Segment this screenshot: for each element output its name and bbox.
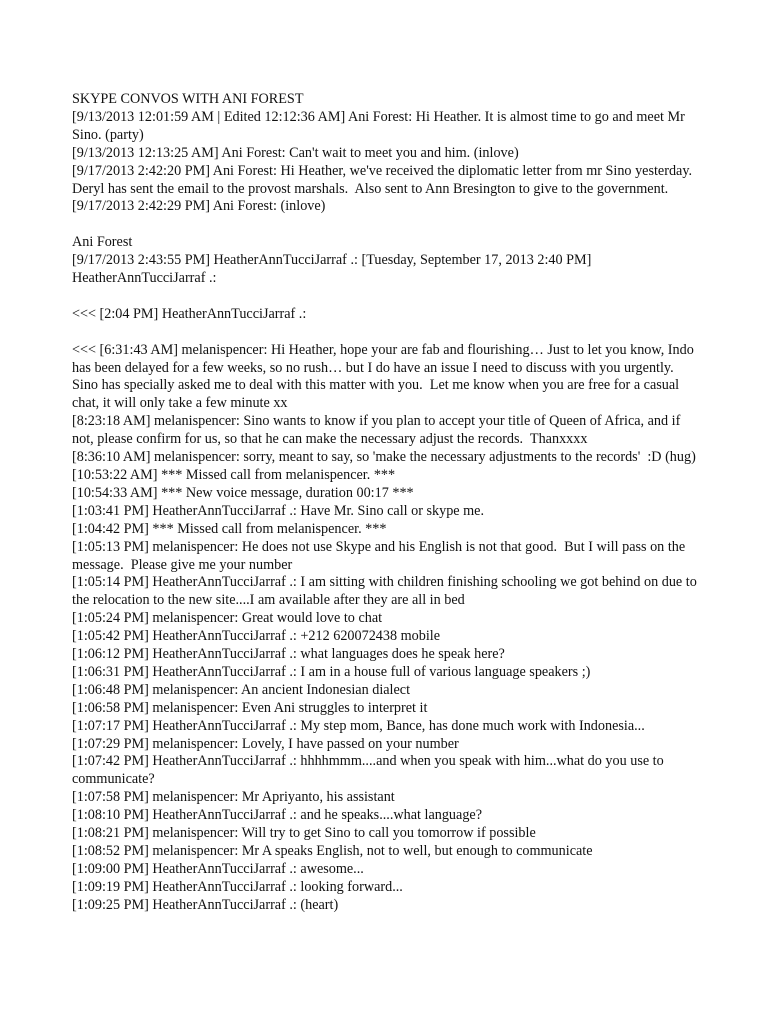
chat-line: [9/13/2013 12:01:59 AM | Edited 12:12:36 AM] Ani Forest: Hi Heather. It is almost time to go and meet Mr Sino. (party) [72, 108, 689, 143]
blank-line [72, 324, 702, 342]
chat-line: [1:04:42 PM] *** Missed call from melanispencer. *** [72, 520, 387, 537]
chat-line: [8:23:18 AM] melanispencer: Sino wants to know if you plan to accept your title of Queen of Africa, and if not, please confirm for us, so that he can make the necessary adjust the records. Thanxxxx [72, 413, 684, 448]
chat-line: [1:07:42 PM] HeatherAnnTucciJarraf .: hhhhmmm....and when you speak with him...what do you use to communicate? [72, 753, 668, 788]
chat-line: [9/17/2013 2:42:20 PM] Ani Forest: Hi Heather, we've received the diplomatic letter from mr Sino yesterday. Deryl has sent the email to the provost marshals. Also sent to Ann Bresington to give to the government. [72, 162, 696, 197]
chat-line: [8:36:10 AM] melanispencer: sorry, meant to say, so 'make the necessary adjustments to the records' :D (hug) [72, 449, 696, 466]
chat-line: [1:08:10 PM] HeatherAnnTucciJarraf .: and he speaks....what language? [72, 807, 483, 824]
chat-line: [1:05:13 PM] melanispencer: He does not use Skype and his English is not that good. But I will pass on the message. Please give me your number [72, 538, 689, 573]
chat-line: [1:07:58 PM] melanispencer: Mr Apriyanto, his assistant [72, 789, 395, 806]
chat-line: [1:07:29 PM] melanispencer: Lovely, I have passed on your number [72, 735, 459, 752]
chat-line: [1:05:24 PM] melanispencer: Great would love to chat [72, 610, 383, 627]
chat-line: [1:05:14 PM] HeatherAnnTucciJarraf .: I am sitting with children finishing schooling we got behind on due to the relocation to the new site....I am available after they are all in bed [72, 574, 701, 609]
chat-line: [1:06:58 PM] melanispencer: Even Ani struggles to interpret it [72, 699, 428, 716]
chat-line: <<< [6:31:43 AM] melanispencer: Hi Heather, hope your are fab and flourishing… Just to let you know, Indo has been delayed for a few weeks, so no rush… but I do have an issue I need to discuss with you urgently. Sino has specially asked me to deal with this matter with you. Let me know when you are free for a casual chat, it will only take a few minute xx [72, 341, 698, 412]
chat-line: [1:07:17 PM] HeatherAnnTucciJarraf .: My step mom, Bance, has done much work with Indonesia... [72, 717, 645, 734]
chat-line: [1:09:19 PM] HeatherAnnTucciJarraf .: looking forward... [72, 878, 403, 895]
chat-line: [1:09:25 PM] HeatherAnnTucciJarraf .: (heart) [72, 896, 339, 913]
chat-line: [1:08:21 PM] melanispencer: Will try to get Sino to call you tomorrow if possible [72, 825, 536, 842]
chat-line: [1:05:42 PM] HeatherAnnTucciJarraf .: +212 620072438 mobile [72, 628, 441, 645]
blank-line [72, 216, 702, 234]
chat-line: [9/17/2013 2:42:29 PM] Ani Forest: (inlove) [72, 198, 326, 215]
chat-line: [1:08:52 PM] melanispencer: Mr A speaks English, not to well, but enough to communicate [72, 843, 593, 860]
chat-line: [10:53:22 AM] *** Missed call from melanispencer. *** [72, 466, 396, 483]
chat-line: [1:03:41 PM] HeatherAnnTucciJarraf .: Have Mr. Sino call or skype me. [72, 502, 485, 519]
document-page [72, 91, 702, 915]
chat-line: <<< [2:04 PM] HeatherAnnTucciJarraf .: [72, 305, 307, 322]
chat-line: [1:06:48 PM] melanispencer: An ancient Indonesian dialect [72, 681, 411, 698]
chat-line: [1:06:12 PM] HeatherAnnTucciJarraf .: what languages does he speak here? [72, 646, 505, 663]
chat-line: [1:06:31 PM] HeatherAnnTucciJarraf .: I am in a house full of various language speakers ;) [72, 663, 591, 680]
chat-line: [1:09:00 PM] HeatherAnnTucciJarraf .: awesome... [72, 860, 364, 877]
chat-line: [10:54:33 AM] *** New voice message, duration 00:17 *** [72, 484, 414, 501]
chat-line: Ani Forest [72, 234, 133, 251]
chat-line: [9/17/2013 2:43:55 PM] HeatherAnnTucciJarraf .: [Tuesday, September 17, 2013 2:40 PM] HeatherAnnTucciJarraf .: [72, 252, 595, 287]
blank-line [72, 288, 702, 306]
document-title: SKYPE CONVOS WITH ANI FOREST [72, 91, 304, 107]
chat-line: [9/13/2013 12:13:25 AM] Ani Forest: Can't wait to meet you and him. (inlove) [72, 144, 519, 161]
